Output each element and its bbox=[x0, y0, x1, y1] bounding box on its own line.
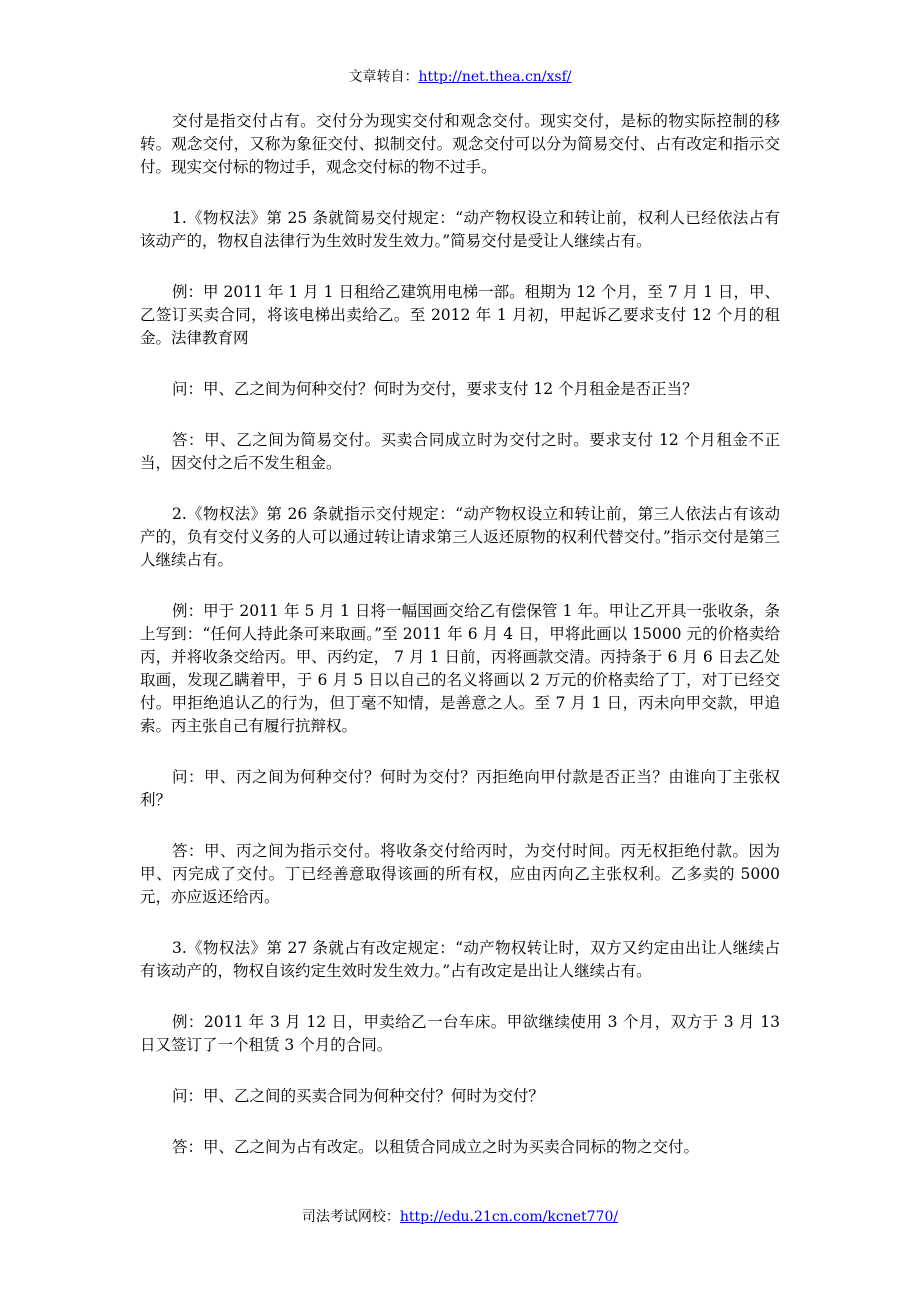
paragraph-answer-2: 答：甲、丙之间为指示交付。将收条交付给丙时，为交付时间。丙无权拒绝付款。因为甲、丙完成了交付。丁已经善意取得该画的所有权，应由丙向乙主张权利。乙多卖的 5000 元，亦应返还给丙。 bbox=[140, 842, 780, 906]
paragraph-article-25: 1.《物权法》第 25 条就简易交付规定：“动产物权设立和转让前，权利人已经依法占有该动产的，物权自法律行为生效时发生效力。”简易交付是受让人继续占有。 bbox=[140, 209, 780, 250]
paragraph-intro: 交付是指交付占有。交付分为现实交付和观念交付。现实交付，是标的物实际控制的移转。观念交付，又称为象征交付、拟制交付。观念交付可以分为简易交付、占有改定和指示交付。现实交付标的物过手，观念交付标的物不过手。 bbox=[140, 112, 780, 176]
footer-label: 司法考试网校： bbox=[301, 1209, 400, 1225]
paragraph-answer-3: 答：甲、乙之间为占有改定。以租赁合同成立之时为买卖合同标的物之交付。 bbox=[172, 1138, 700, 1156]
footer-link[interactable]: http://edu.21cn.com/kcnet770/ bbox=[399, 1209, 619, 1225]
paragraph-answer-1: 答：甲、乙之间为简易交付。买卖合同成立时为交付之时。要求支付 12 个月租金不正当，因交付之后不发生租金。 bbox=[140, 431, 780, 472]
header-label: 文章转自： bbox=[348, 69, 419, 85]
paragraph-question-2: 问：甲、丙之间为何种交付？何时为交付？丙拒绝向甲付款是否正当？由谁向丁主张权利？ bbox=[140, 768, 780, 809]
page-footer bbox=[0, 1208, 920, 1226]
paragraph-example-3: 例：2011 年 3 月 12 日，甲卖给乙一台车床。甲欲继续使用 3 个月，双方于 3 月 13 日又签订了一个租赁 3 个月的合同。 bbox=[140, 1013, 780, 1054]
paragraph-article-26: 2.《物权法》第 26 条就指示交付规定：“动产物权设立和转让前，第三人依法占有该动产的，负有交付义务的人可以通过转让请求第三人返还原物的权利代替交付。”指示交付是第三人继续占有。 bbox=[140, 505, 780, 569]
paragraph-example-2: 例：甲于 2011 年 5 月 1 日将一幅国画交给乙有偿保管 1 年。甲让乙开具一张收条，条上写到：“任何人持此条可来取画。”至 2011 年 6 月 4 日，甲将此画以 15000 元的价格卖给丙，并将收条交给丙。甲、丙约定， 7 月 1 日前，丙将画款交清。丙持条于 6 月 6 日去乙处取画，发现乙瞒着甲，于 6 月 5 日以自己的名义将画以 2 万元的价格卖给了丁，对丁已经交付。甲拒绝追认乙的行为，但丁毫不知情，是善意之人。至 7 月 1 日，丙未向甲交款，甲追索。丙主张自己有履行抗辩权。 bbox=[140, 602, 780, 735]
paragraph-question-1: 问：甲、乙之间为何种交付？何时为交付，要求支付 12 个月租金是否正当？ bbox=[172, 380, 698, 398]
page-header bbox=[0, 68, 920, 86]
paragraph-question-3: 问：甲、乙之间的买卖合同为何种交付？何时为交付？ bbox=[172, 1087, 545, 1105]
paragraph-example-1: 例：甲 2011 年 1 月 1 日租给乙建筑用电梯一部。租期为 12 个月，至 7 月 1 日，甲、乙签订买卖合同，将该电梯出卖给乙。至 2012 年 1 月初，甲起诉乙要求支付 12 个月的租金。法律教育网 bbox=[140, 283, 780, 347]
document-body bbox=[140, 110, 780, 1187]
header-link[interactable]: http://net.thea.cn/xsf/ bbox=[418, 69, 572, 85]
paragraph-article-27: 3.《物权法》第 27 条就占有改定规定：“动产物权转让时，双方又约定由出让人继续占有该动产的，物权自该约定生效时发生效力。”占有改定是出让人继续占有。 bbox=[140, 939, 780, 980]
